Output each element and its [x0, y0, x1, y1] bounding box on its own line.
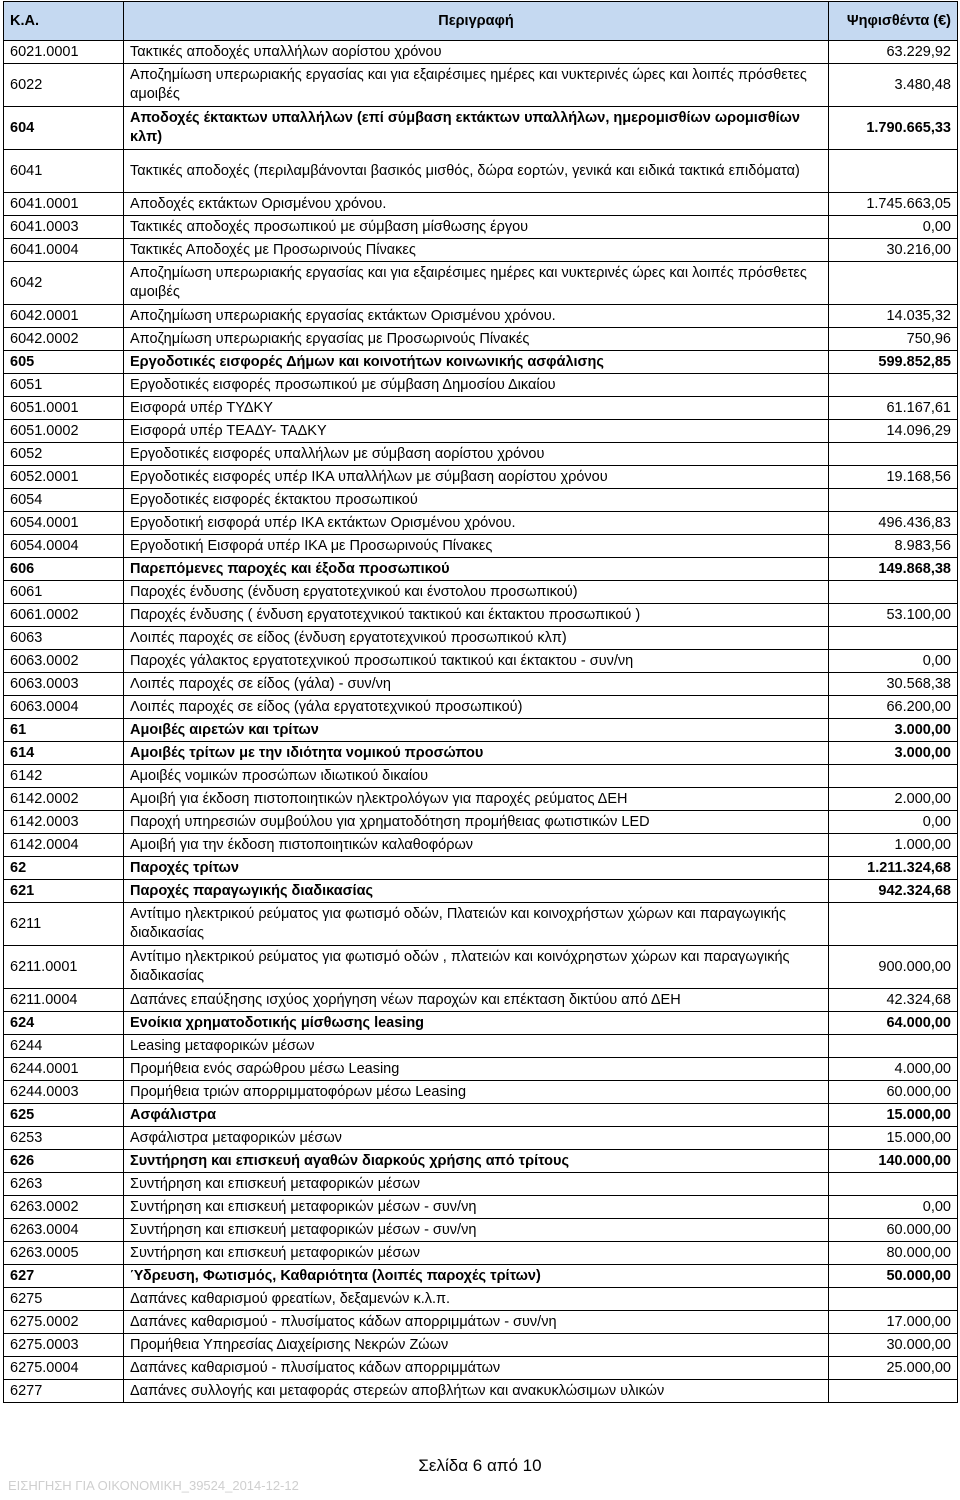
- table-row: [4, 1334, 958, 1357]
- row-description: Συντήρηση και επισκευή μεταφορικών μέσων - συν/νη: [124, 1219, 829, 1242]
- page-number: Σελίδα 6 από 10: [418, 1456, 542, 1475]
- row-code: 62: [4, 857, 124, 880]
- row-description: Τακτικές Αποδοχές με Προσωρινούς Πίνακες: [124, 239, 829, 262]
- row-description: Αμοιβή για την έκδοση πιστοποιητικών καλαθοφόρων: [124, 834, 829, 857]
- row-code: 6211: [4, 903, 124, 946]
- row-code: 6063.0003: [4, 673, 124, 696]
- row-code: 6041.0003: [4, 216, 124, 239]
- row-description: Προμήθεια Υπηρεσίας Διαχείρισης Νεκρών Ζώων: [124, 1334, 829, 1357]
- row-description: Leasing μεταφορικών μέσων: [124, 1035, 829, 1058]
- table-row: [4, 1058, 958, 1081]
- table-row: [4, 374, 958, 397]
- table-row: [4, 880, 958, 903]
- header-row: [4, 2, 958, 41]
- row-amount: 4.000,00: [829, 1058, 958, 1081]
- row-code: 6263.0002: [4, 1196, 124, 1219]
- row-code: 626: [4, 1150, 124, 1173]
- row-code: 6041.0004: [4, 239, 124, 262]
- row-code: 6263.0004: [4, 1219, 124, 1242]
- row-amount: 496.436,83: [829, 512, 958, 535]
- table-row: [4, 64, 958, 107]
- row-amount: 1.000,00: [829, 834, 958, 857]
- row-amount: [829, 1380, 958, 1403]
- row-code: 6263.0005: [4, 1242, 124, 1265]
- row-code: 6041.0001: [4, 193, 124, 216]
- row-description: Δαπάνες συλλογής και μεταφοράς στερεών αποβλήτων και ανακυκλώσιμων υλικών: [124, 1380, 829, 1403]
- row-code: 6277: [4, 1380, 124, 1403]
- row-amount: [829, 581, 958, 604]
- row-description: Εργοδοτικές εισφορές υπέρ ΙΚΑ υπαλλήλων με σύμβαση αορίστου χρόνου: [124, 466, 829, 489]
- table-row: [4, 351, 958, 374]
- row-description: Παροχές γάλακτος εργατοτεχνικού προσωπικού τακτικού και έκτακτου - συν/νη: [124, 650, 829, 673]
- row-code: 6253: [4, 1127, 124, 1150]
- row-code: 627: [4, 1265, 124, 1288]
- row-description: Παροχή υπηρεσιών συμβούλου για χρηματοδότηση προμήθειας φωτιστικών LED: [124, 811, 829, 834]
- table-row: [4, 150, 958, 193]
- table-row: [4, 903, 958, 946]
- row-description: Εργοδοτική Εισφορά υπέρ ΙΚΑ με Προσωρινούς Πίνακες: [124, 535, 829, 558]
- row-code: 6042: [4, 262, 124, 305]
- row-description: Αποζημίωση υπερωριακής εργασίας και για εξαιρέσιμες ημέρες και νυκτερινές ώρες και λοιπές πρόσθετες αμοιβές: [124, 262, 829, 305]
- row-code: 6244.0003: [4, 1081, 124, 1104]
- table-row: [4, 107, 958, 150]
- header-description: Περιγραφή: [124, 2, 829, 41]
- row-amount: 14.096,29: [829, 420, 958, 443]
- table-row: [4, 1081, 958, 1104]
- row-description: Δαπάνες καθαρισμού φρεατίων, δεξαμενών κ.λ.π.: [124, 1288, 829, 1311]
- row-description: Ασφάλιστρα: [124, 1104, 829, 1127]
- row-description: Αποζημίωση υπερωριακής εργασίας και για εξαιρέσιμες ημέρες και νυκτερινές ώρες και λοιπές πρόσθετες αμοιβές: [124, 64, 829, 107]
- table-row: [4, 834, 958, 857]
- row-amount: [829, 443, 958, 466]
- row-code: 6054: [4, 489, 124, 512]
- row-amount: 8.983,56: [829, 535, 958, 558]
- table-row: [4, 41, 958, 64]
- row-code: 6063.0002: [4, 650, 124, 673]
- row-amount: 30.568,38: [829, 673, 958, 696]
- row-description: Εργοδοτικές εισφορές έκτακτου προσωπικού: [124, 489, 829, 512]
- table-row: [4, 239, 958, 262]
- row-code: 625: [4, 1104, 124, 1127]
- table-row: [4, 1127, 958, 1150]
- table-row: [4, 1035, 958, 1058]
- row-amount: 60.000,00: [829, 1219, 958, 1242]
- table-row: [4, 857, 958, 880]
- row-description: Τακτικές αποδοχές υπαλλήλων αορίστου χρόνου: [124, 41, 829, 64]
- table-row: [4, 673, 958, 696]
- row-description: Συντήρηση και επισκευή μεταφορικών μέσων: [124, 1242, 829, 1265]
- row-code: 6042.0001: [4, 305, 124, 328]
- table-row: [4, 788, 958, 811]
- table-row: [4, 627, 958, 650]
- row-code: 6051.0001: [4, 397, 124, 420]
- row-description: Ασφάλιστρα μεταφορικών μέσων: [124, 1127, 829, 1150]
- row-description: Αντίτιμο ηλεκτρικού ρεύματος για φωτισμό οδών , πλατειών και κοινόχρηστων χώρων και παραγωγικής διαδικασίας: [124, 946, 829, 989]
- table-row: [4, 1380, 958, 1403]
- row-code: 6244: [4, 1035, 124, 1058]
- table-row: [4, 581, 958, 604]
- row-description: Συντήρηση και επισκευή μεταφορικών μέσων: [124, 1173, 829, 1196]
- row-amount: 25.000,00: [829, 1357, 958, 1380]
- row-description: Δαπάνες καθαρισμού - πλυσίματος κάδων απορριμμάτων: [124, 1357, 829, 1380]
- table-row: [4, 216, 958, 239]
- row-code: 6051: [4, 374, 124, 397]
- row-code: 6244.0001: [4, 1058, 124, 1081]
- table-row: [4, 1242, 958, 1265]
- row-amount: 42.324,68: [829, 989, 958, 1012]
- row-amount: [829, 1288, 958, 1311]
- row-code: 606: [4, 558, 124, 581]
- row-code: 6054.0004: [4, 535, 124, 558]
- row-amount: [829, 1035, 958, 1058]
- table-row: [4, 696, 958, 719]
- row-amount: [829, 627, 958, 650]
- row-code: 6275: [4, 1288, 124, 1311]
- table-row: [4, 811, 958, 834]
- table-row: [4, 1196, 958, 1219]
- row-amount: 66.200,00: [829, 696, 958, 719]
- row-description: Αμοιβές νομικών προσώπων ιδιωτικού δικαίου: [124, 765, 829, 788]
- table-row: [4, 420, 958, 443]
- row-code: 6052.0001: [4, 466, 124, 489]
- row-code: 6142.0003: [4, 811, 124, 834]
- row-description: Αμοιβή για έκδοση πιστοποιητικών ηλεκτρολόγων για παροχές ρεύματος ΔΕΗ: [124, 788, 829, 811]
- row-amount: 30.216,00: [829, 239, 958, 262]
- table-row: [4, 443, 958, 466]
- row-amount: 599.852,85: [829, 351, 958, 374]
- row-description: Παροχές ένδυσης (ένδυση εργατοτεχνικού και ένστολου προσωπικού): [124, 581, 829, 604]
- row-code: 6142.0002: [4, 788, 124, 811]
- header-code: Κ.Α.: [4, 2, 124, 41]
- row-description: Εισφορά υπέρ ΤΥΔΚΥ: [124, 397, 829, 420]
- table-row: [4, 512, 958, 535]
- row-amount: [829, 489, 958, 512]
- row-amount: 3.000,00: [829, 719, 958, 742]
- row-amount: 1.745.663,05: [829, 193, 958, 216]
- table-row: [4, 328, 958, 351]
- row-code: 6211.0001: [4, 946, 124, 989]
- row-description: Παρεπόμενες παροχές και έξοδα προσωπικού: [124, 558, 829, 581]
- table-row: [4, 397, 958, 420]
- row-description: Εργοδοτικές εισφορές υπαλλήλων με σύμβαση αορίστου χρόνου: [124, 443, 829, 466]
- row-code: 6063: [4, 627, 124, 650]
- budget-table: [3, 1, 958, 1403]
- row-description: Εργοδοτικές εισφορές προσωπικού με σύμβαση Δημοσίου Δικαίου: [124, 374, 829, 397]
- row-code: 6041: [4, 150, 124, 193]
- table-body: [4, 41, 958, 1403]
- row-amount: 3.480,48: [829, 64, 958, 107]
- row-description: Παροχές ένδυσης ( ένδυση εργατοτεχνικού τακτικού και έκτακτου προσωπικού ): [124, 604, 829, 627]
- table-row: [4, 946, 958, 989]
- row-amount: [829, 262, 958, 305]
- row-description: Προμήθεια τριών απορριμματοφόρων μέσω Leasing: [124, 1081, 829, 1104]
- row-amount: [829, 765, 958, 788]
- row-description: Ύδρευση, Φωτισμός, Καθαριότητα (λοιπές παροχές τρίτων): [124, 1265, 829, 1288]
- row-code: 6211.0004: [4, 989, 124, 1012]
- row-description: Αμοιβές αιρετών και τρίτων: [124, 719, 829, 742]
- header-amount: Ψηφισθέντα (€): [829, 2, 958, 41]
- table-row: [4, 1311, 958, 1334]
- document-reference: ΕΙΣΗΓΗΣΗ ΓΙΑ ΟΙΚΟΝΟΜΙΚΗ_39524_2014-12-12: [8, 1478, 299, 1493]
- row-code: 6022: [4, 64, 124, 107]
- row-code: 605: [4, 351, 124, 374]
- row-amount: 140.000,00: [829, 1150, 958, 1173]
- row-amount: 0,00: [829, 216, 958, 239]
- table-row: [4, 1288, 958, 1311]
- row-amount: 63.229,92: [829, 41, 958, 64]
- row-amount: 64.000,00: [829, 1012, 958, 1035]
- row-code: 604: [4, 107, 124, 150]
- table-row: [4, 535, 958, 558]
- row-amount: 942.324,68: [829, 880, 958, 903]
- row-amount: 750,96: [829, 328, 958, 351]
- row-code: 6263: [4, 1173, 124, 1196]
- row-amount: 2.000,00: [829, 788, 958, 811]
- row-description: Λοιπές παροχές σε είδος (γάλα) - συν/νη: [124, 673, 829, 696]
- table-row: [4, 719, 958, 742]
- row-code: 6021.0001: [4, 41, 124, 64]
- row-description: Εισφορά υπέρ ΤΕΑΔΥ- ΤΑΔΚΥ: [124, 420, 829, 443]
- row-code: 6275.0004: [4, 1357, 124, 1380]
- table-row: [4, 1104, 958, 1127]
- row-description: Τακτικές αποδοχές προσωπικού με σύμβαση μίσθωσης έργου: [124, 216, 829, 239]
- row-code: 614: [4, 742, 124, 765]
- row-amount: 14.035,32: [829, 305, 958, 328]
- row-amount: 15.000,00: [829, 1127, 958, 1150]
- row-description: Αποδοχές έκτακτων υπαλλήλων (επί σύμβαση εκτάκτων υπαλλήλων, ημερομισθίων ωρομισθίων κλπ): [124, 107, 829, 150]
- row-amount: 0,00: [829, 1196, 958, 1219]
- table-row: [4, 765, 958, 788]
- row-code: 6142: [4, 765, 124, 788]
- table-row: [4, 742, 958, 765]
- row-code: 6275.0002: [4, 1311, 124, 1334]
- table-row: [4, 989, 958, 1012]
- row-amount: 53.100,00: [829, 604, 958, 627]
- row-code: 6051.0002: [4, 420, 124, 443]
- row-description: Λοιπές παροχές σε είδος (ένδυση εργατοτεχνικού προσωπικού κλπ): [124, 627, 829, 650]
- table-row: [4, 466, 958, 489]
- row-code: 6061: [4, 581, 124, 604]
- table-row: [4, 1265, 958, 1288]
- row-description: Αποδοχές εκτάκτων Ορισμένου χρόνου.: [124, 193, 829, 216]
- row-amount: 0,00: [829, 811, 958, 834]
- row-amount: 1.211.324,68: [829, 857, 958, 880]
- row-description: Εργοδοτικές εισφορές Δήμων και κοινοτήτων κοινωνικής ασφάλισης: [124, 351, 829, 374]
- row-code: 6042.0002: [4, 328, 124, 351]
- table-row: [4, 1012, 958, 1035]
- table-row: [4, 1173, 958, 1196]
- row-description: Συντήρηση και επισκευή αγαθών διαρκούς χρήσης από τρίτους: [124, 1150, 829, 1173]
- row-amount: [829, 150, 958, 193]
- row-code: 6052: [4, 443, 124, 466]
- row-description: Δαπάνες καθαρισμού - πλυσίματος κάδων απορριμμάτων - συν/νη: [124, 1311, 829, 1334]
- row-amount: 17.000,00: [829, 1311, 958, 1334]
- row-code: 621: [4, 880, 124, 903]
- row-amount: 900.000,00: [829, 946, 958, 989]
- row-description: Δαπάνες επαύξησης ισχύος χορήγηση νέων παροχών και επέκταση δικτύου από ΔΕΗ: [124, 989, 829, 1012]
- table-row: [4, 1357, 958, 1380]
- row-amount: [829, 903, 958, 946]
- row-code: 6063.0004: [4, 696, 124, 719]
- row-amount: 3.000,00: [829, 742, 958, 765]
- table-row: [4, 1150, 958, 1173]
- row-amount: 80.000,00: [829, 1242, 958, 1265]
- row-description: Παροχές παραγωγικής διαδικασίας: [124, 880, 829, 903]
- row-amount: 30.000,00: [829, 1334, 958, 1357]
- row-description: Ενοίκια χρηματοδοτικής μίσθωσης leasing: [124, 1012, 829, 1035]
- row-description: Προμήθεια ενός σαρώθρου μέσω Leasing: [124, 1058, 829, 1081]
- table-row: [4, 193, 958, 216]
- row-amount: 1.790.665,33: [829, 107, 958, 150]
- row-description: Παροχές τρίτων: [124, 857, 829, 880]
- row-code: 624: [4, 1012, 124, 1035]
- row-code: 61: [4, 719, 124, 742]
- row-code: 6275.0003: [4, 1334, 124, 1357]
- row-description: Αποζημίωση υπερωριακής εργασίας με Προσωρινούς Πίνακές: [124, 328, 829, 351]
- row-code: 6054.0001: [4, 512, 124, 535]
- row-amount: 61.167,61: [829, 397, 958, 420]
- row-amount: 0,00: [829, 650, 958, 673]
- row-description: Αμοιβές τρίτων με την ιδιότητα νομικού προσώπου: [124, 742, 829, 765]
- row-description: Αντίτιμο ηλεκτρικού ρεύματος για φωτισμό οδών, Πλατειών και κοινοχρήστων χώρων και παραγωγικής διαδικασίας: [124, 903, 829, 946]
- table-row: [4, 604, 958, 627]
- table-row: [4, 650, 958, 673]
- row-description: Τακτικές αποδοχές (περιλαμβάνονται βασικός μισθός, δώρα εορτών, γενικά και ειδικά τακτικά επιδόματα): [124, 150, 829, 193]
- table-row: [4, 489, 958, 512]
- row-description: Λοιπές παροχές σε είδος (γάλα εργατοτεχνικού προσωπικού): [124, 696, 829, 719]
- row-amount: 19.168,56: [829, 466, 958, 489]
- row-amount: 60.000,00: [829, 1081, 958, 1104]
- row-description: Αποζημίωση υπερωριακής εργασίας εκτάκτων Ορισμένου χρόνου.: [124, 305, 829, 328]
- row-description: Συντήρηση και επισκευή μεταφορικών μέσων - συν/νη: [124, 1196, 829, 1219]
- row-description: Εργοδοτική εισφορά υπέρ ΙΚΑ εκτάκτων Ορισμένου χρόνου.: [124, 512, 829, 535]
- table-row: [4, 558, 958, 581]
- table-row: [4, 262, 958, 305]
- row-amount: [829, 374, 958, 397]
- table-row: [4, 1219, 958, 1242]
- row-amount: [829, 1173, 958, 1196]
- table-row: [4, 305, 958, 328]
- row-code: 6061.0002: [4, 604, 124, 627]
- row-amount: 50.000,00: [829, 1265, 958, 1288]
- row-amount: 149.868,38: [829, 558, 958, 581]
- table-header: [4, 2, 958, 41]
- row-code: 6142.0004: [4, 834, 124, 857]
- row-amount: 15.000,00: [829, 1104, 958, 1127]
